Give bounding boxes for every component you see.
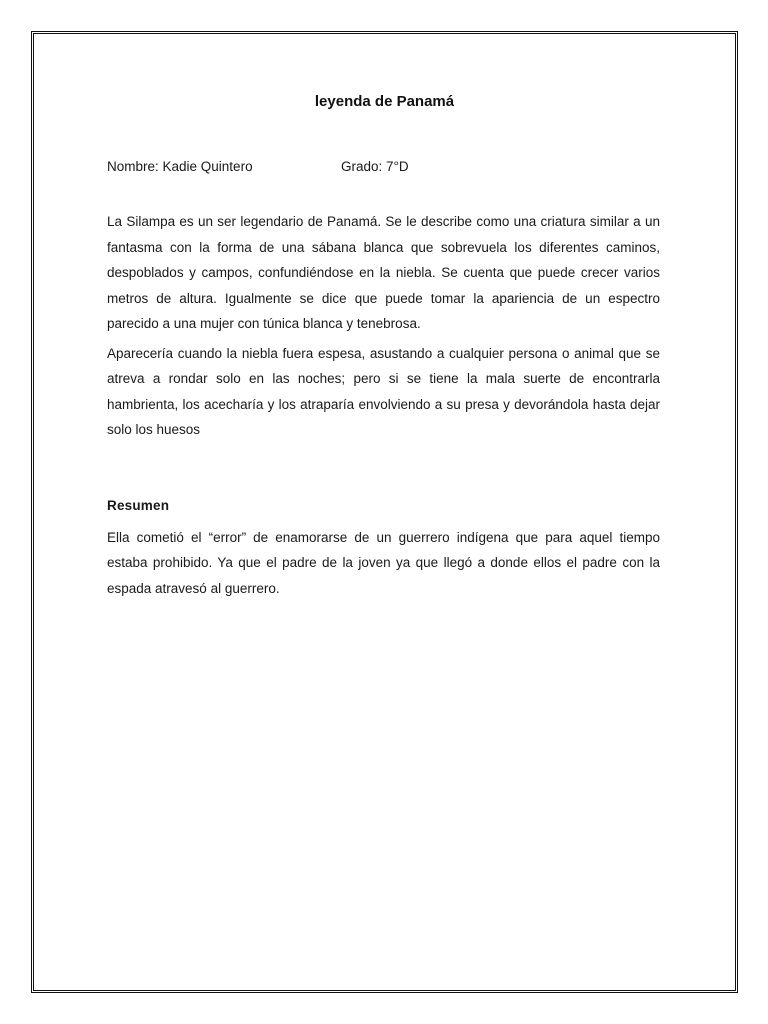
document-title: leyenda de Panamá (314, 93, 455, 110)
paragraph-description: La Silampa es un ser legendario de Panamá. Se le describe como una criatura similar a un fantasma con la forma de una sábana blanca que sobrevuela los diferentes caminos, despoblados y campos, confundiéndose en la niebla. Se cuenta que puede crecer varios metros de altura. Igualmente se dice que puede tomar la apariencia de un espectro parecido a una mujer con túnica blanca y tenebrosa. (107, 214, 660, 331)
student-name: Nombre: Kadie Quintero (107, 159, 253, 174)
summary-heading: Resumen (107, 497, 170, 513)
paragraph-appearance: Aparecería cuando la niebla fuera espesa, asustando a cualquier persona o animal que se atreva a rondar solo en las noches; pero si se tiene la mala suerte de encontrarla hambrienta, los acecharía y los atraparía envolviendo a su presa y devorándola hasta dejar solo los huesos (107, 345, 660, 437)
student-grade: Grado: 7°D (341, 159, 409, 174)
summary-text: Ella cometió el “error” de enamorarse de un guerrero indígena que para aquel tiempo estaba prohibido. Ya que el padre de la joven ya que llegó a donde ellos el padre con la espada atravesó al guerrero. (107, 529, 660, 596)
student-info (107, 158, 660, 176)
document-body (107, 92, 660, 601)
